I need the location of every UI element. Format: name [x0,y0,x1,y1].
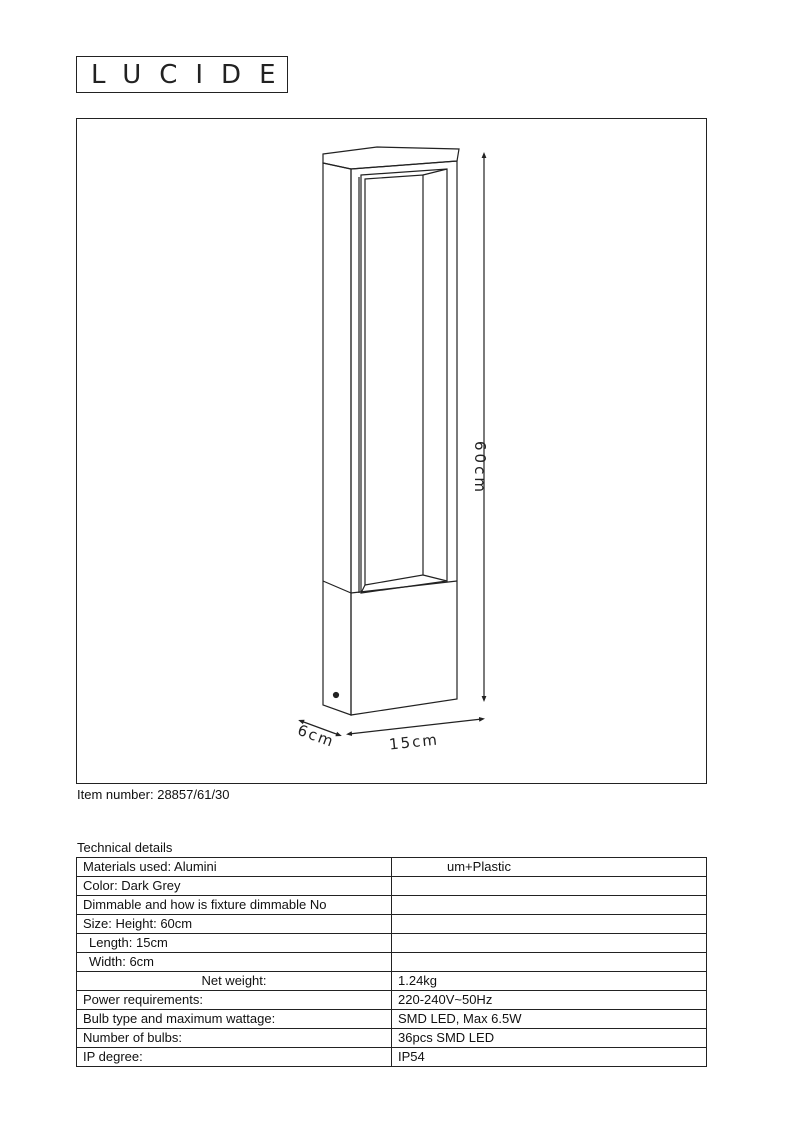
table-row [77,953,707,972]
spec-value-dimmable [392,896,707,915]
table-row [77,1048,707,1067]
spec-label-weight: Net weight: [77,972,392,991]
spec-value-color [392,877,707,896]
spec-label-color: Color: Dark Grey [77,877,392,896]
spec-label-length: Length: 15cm [77,934,392,953]
technical-details-title: Technical details [77,840,173,855]
spec-label-ip: IP degree: [77,1048,392,1067]
brand-logo-text: LUCIDE [91,60,294,90]
table-row [77,1010,707,1029]
height-dimension-label: 60cm [471,441,489,495]
table-row [77,877,707,896]
spec-value-width [392,953,707,972]
width-dimension-label: 15cm [388,730,440,754]
spec-label-bulb-count: Number of bulbs: [77,1029,392,1048]
spec-value-bulb-type: SMD LED, Max 6.5W [392,1010,707,1029]
spec-value-weight: 1.24kg [392,972,707,991]
table-row [77,858,707,877]
spec-value-length [392,934,707,953]
spec-value-ip: IP54 [392,1048,707,1067]
bollard-line-drawing [77,119,708,785]
spec-value-power: 220-240V~50Hz [392,991,707,1010]
spec-label-width: Width: 6cm [77,953,392,972]
table-row [77,991,707,1010]
table-row [77,972,707,991]
spec-value-materials: um+Plastic [392,858,707,877]
product-drawing [76,118,707,784]
item-number-value: 28857/61/30 [157,787,230,802]
table-row [77,1029,707,1048]
table-row [77,934,707,953]
depth-dimension-label: 6cm [295,720,338,752]
spec-label-height: Size: Height: 60cm [77,915,392,934]
spec-label-dimmable: Dimmable and how is fixture dimmable No [77,896,392,915]
spec-value-bulb-count: 36pcs SMD LED [392,1029,707,1048]
table-row [77,896,707,915]
spec-label-power: Power requirements: [77,991,392,1010]
spec-value-height [392,915,707,934]
spec-label-materials: Materials used: Alumini [77,858,392,877]
spec-label-bulb-type: Bulb type and maximum wattage: [77,1010,392,1029]
technical-details-table [76,857,707,1067]
item-number [77,787,230,802]
item-number-label: Item number: [77,787,154,802]
table-row [77,915,707,934]
brand-logo [76,56,294,93]
